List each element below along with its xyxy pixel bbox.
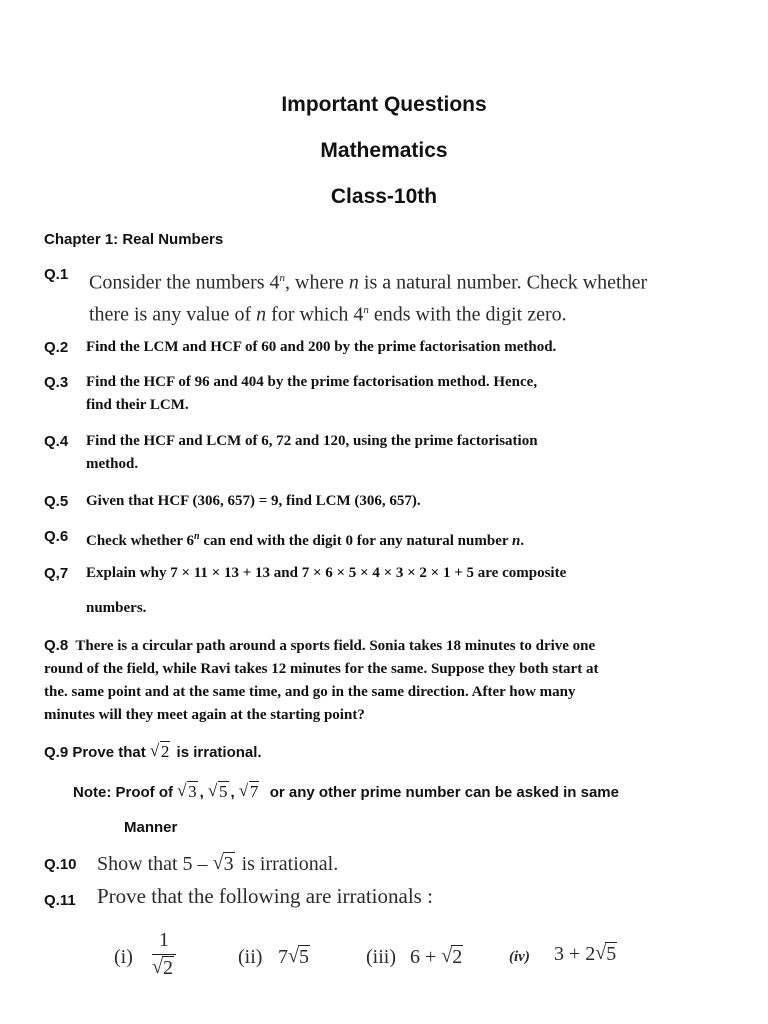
question-number: Q.5	[44, 493, 69, 510]
question-text: Q.8 There is a circular path around a sports field. Sonia takes 18 minutes to drive one round of the field, while Ravi takes 12 minutes for the same. Suppose they both start at the. same point and at the same time, and go in the same direction. After how many minutes will they meet again at the starting point?	[44, 637, 599, 723]
question-number: Q.11	[44, 892, 76, 909]
chapter-heading: Chapter 1: Real Numbers	[44, 231, 224, 248]
item-label: (iv)	[509, 949, 530, 965]
question-text: Find the LCM and HCF of 60 and 200 by the prime factorisation method.	[86, 339, 557, 355]
question-text: Explain why 7 × 11 × 13 + 13 and 7 × 6 × 5 × 4 × 3 × 2 × 1 + 5 are composite	[86, 565, 567, 581]
question-text-continued: numbers.	[86, 600, 147, 616]
question-text: Find the HCF and LCM of 6, 72 and 120, using the prime factorisation method.	[86, 433, 538, 472]
item-label: (iii)	[366, 946, 396, 968]
fraction: 1 √ 2	[152, 927, 176, 982]
expression: 3 + 2 √ 5	[554, 942, 617, 965]
question-text: Check whether 6$^n$ can end with the digit 0 for any natural number n.	[86, 531, 525, 549]
sqrt-symbol: √ 2	[149, 741, 170, 761]
item-label: (i)	[114, 946, 133, 968]
question-number: Q.10	[44, 856, 77, 873]
note-text: Note: Proof of √ 3 , √ 5 , √ 7 or any other prime number can be asked in same	[73, 781, 619, 801]
irrational-list	[114, 927, 734, 997]
document-title: Important Questions	[281, 93, 487, 116]
question-number: Q.2	[44, 339, 69, 356]
note-text-continued: Manner	[124, 819, 178, 836]
question-text: Q.9 Prove that √ 2 is irrational.	[44, 741, 262, 761]
question-number: Q.8	[44, 637, 69, 654]
question-text: Given that HCF (306, 657) = 9, find LCM (306, 657).	[86, 493, 421, 509]
question-number: Q.1	[44, 266, 69, 283]
question-number: Q.3	[44, 374, 69, 391]
expression: 7 √ 5	[278, 945, 309, 968]
question-text: Show that 5 – √ 3 is irrational.	[97, 852, 339, 875]
expression: 6 + √ 2	[410, 945, 463, 968]
question-number: Q,7	[44, 565, 69, 582]
question-text: Prove that the following are irrationals :	[97, 884, 433, 908]
item-label: (ii)	[238, 946, 263, 968]
question-text: Find the HCF of 96 and 404 by the prime factorisation method. Hence, find their LCM.	[86, 374, 538, 413]
question-number: Q.4	[44, 433, 69, 450]
question-number: Q.6	[44, 528, 69, 545]
subject-title: Mathematics	[320, 139, 448, 162]
class-title: Class-10th	[330, 185, 438, 208]
question-text: Consider the numbers 4$^n$, where n is a natural number. Check whether there is any value of n for which 4$^n$ ends with the digit zero.	[89, 271, 648, 326]
